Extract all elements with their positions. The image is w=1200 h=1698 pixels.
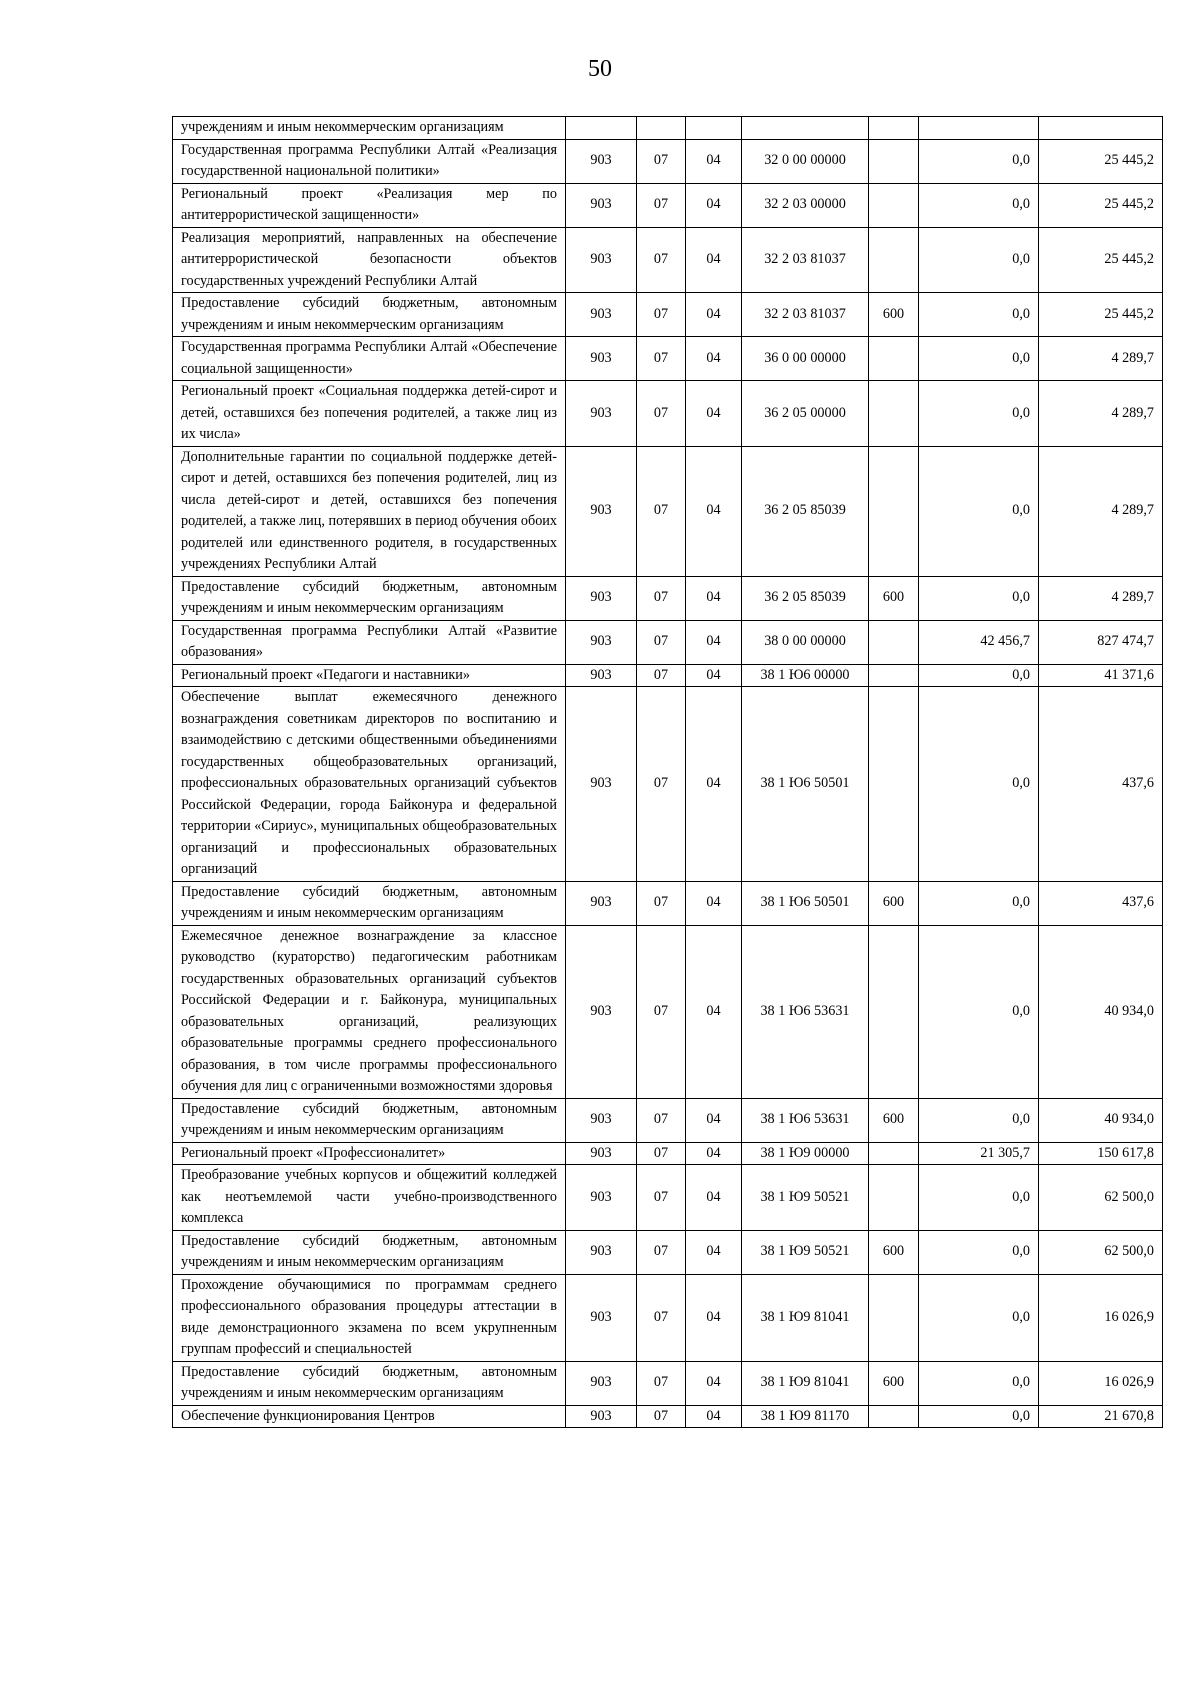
row-expense-type-cell [869,446,919,576]
row-name-cell: Государственная программа Республики Алтай «Реализация государственной национальной политики» [173,139,566,183]
row-name-cell: Ежемесячное денежное вознаграждение за классное руководство (кураторство) педагогическим работникам государственных образовательных организаций субъектов Российской Федерации и г. Байконура, муниципальных образовательных организаций, реализующих образовательные программы среднего профессионального образования, в том числе программы профессионального обучения для лиц с ограниченными возможностями здоровья [173,925,566,1098]
row-name-cell: Преобразование учебных корпусов и общежитий колледжей как неотъемлемой части учебно-производственного комплекса [173,1165,566,1231]
row-name-cell: учреждениям и иным некоммерческим организациям [173,117,566,140]
row-amount-2-cell: 62 500,0 [1039,1165,1163,1231]
row-subsection-cell: 04 [686,293,742,337]
row-name-cell: Предоставление субсидий бюджетным, автономным учреждениям и иным некоммерческим организациям [173,1098,566,1142]
row-target-article-cell: 36 0 00 00000 [742,337,869,381]
row-target-article-cell [742,117,869,140]
row-amount-1-cell: 42 456,7 [919,620,1039,664]
row-amount-1-cell: 0,0 [919,576,1039,620]
row-admin-code-cell: 903 [566,576,637,620]
row-section-cell: 07 [637,1361,686,1405]
row-admin-code-cell: 903 [566,446,637,576]
row-subsection-cell: 04 [686,381,742,447]
row-amount-2-cell: 4 289,7 [1039,381,1163,447]
row-section-cell: 07 [637,1274,686,1361]
table-row [173,1361,1163,1405]
row-name-cell: Региональный проект «Педагоги и наставники» [173,664,566,687]
row-amount-1-cell: 0,0 [919,881,1039,925]
row-name-cell: Дополнительные гарантии по социальной поддержке детей-сирот и детей, оставшихся без попечения родителей, лиц из числа детей-сирот и детей, оставшихся без попечения родителей, а также лиц, потерявших в период обучения обоих родителей или единственного родителя, в государственных учреждениях Республики Алтай [173,446,566,576]
row-target-article-cell: 36 2 05 00000 [742,381,869,447]
row-expense-type-cell [869,381,919,447]
row-amount-2-cell: 4 289,7 [1039,446,1163,576]
table-row [173,620,1163,664]
row-admin-code-cell: 903 [566,687,637,882]
row-section-cell: 07 [637,139,686,183]
row-amount-2-cell: 437,6 [1039,881,1163,925]
row-subsection-cell: 04 [686,1142,742,1165]
row-name-cell: Региональный проект «Профессионалитет» [173,1142,566,1165]
row-expense-type-cell: 600 [869,1230,919,1274]
row-subsection-cell: 04 [686,687,742,882]
row-section-cell: 07 [637,293,686,337]
row-target-article-cell: 38 1 Ю9 81170 [742,1405,869,1428]
row-name-cell: Региональный проект «Реализация мер по антитеррористической защищенности» [173,183,566,227]
row-name-cell: Предоставление субсидий бюджетным, автономным учреждениям и иным некоммерческим организациям [173,576,566,620]
row-amount-1-cell: 0,0 [919,227,1039,293]
row-target-article-cell: 36 2 05 85039 [742,576,869,620]
row-amount-2-cell [1039,117,1163,140]
row-amount-1-cell: 0,0 [919,381,1039,447]
budget-table [172,116,1163,1428]
row-amount-1-cell: 0,0 [919,664,1039,687]
row-name-cell: Предоставление субсидий бюджетным, автономным учреждениям и иным некоммерческим организациям [173,881,566,925]
table-row [173,337,1163,381]
page-number: 50 [588,56,612,82]
row-amount-2-cell: 16 026,9 [1039,1361,1163,1405]
row-admin-code-cell: 903 [566,1405,637,1428]
row-expense-type-cell [869,1142,919,1165]
row-target-article-cell: 32 2 03 00000 [742,183,869,227]
row-subsection-cell: 04 [686,337,742,381]
row-admin-code-cell [566,117,637,140]
row-target-article-cell: 38 1 Ю9 81041 [742,1361,869,1405]
row-amount-1-cell: 21 305,7 [919,1142,1039,1165]
row-name-cell: Государственная программа Республики Алтай «Развитие образования» [173,620,566,664]
table-row [173,293,1163,337]
row-subsection-cell: 04 [686,1165,742,1231]
row-name-cell: Предоставление субсидий бюджетным, автономным учреждениям и иным некоммерческим организациям [173,1230,566,1274]
row-admin-code-cell: 903 [566,337,637,381]
table-row [173,139,1163,183]
row-amount-2-cell: 827 474,7 [1039,620,1163,664]
row-amount-2-cell: 25 445,2 [1039,139,1163,183]
table-row [173,1405,1163,1428]
row-section-cell: 07 [637,1405,686,1428]
row-section-cell: 07 [637,576,686,620]
row-expense-type-cell [869,227,919,293]
row-name-cell: Предоставление субсидий бюджетным, автономным учреждениям и иным некоммерческим организациям [173,293,566,337]
table-row [173,183,1163,227]
row-section-cell: 07 [637,183,686,227]
row-target-article-cell: 38 1 Ю6 53631 [742,1098,869,1142]
row-admin-code-cell: 903 [566,139,637,183]
table-row [173,664,1163,687]
table-row [173,381,1163,447]
row-target-article-cell: 38 1 Ю9 81041 [742,1274,869,1361]
table-row [173,227,1163,293]
table-row [173,925,1163,1098]
table-row [173,1165,1163,1231]
row-section-cell: 07 [637,446,686,576]
row-amount-2-cell: 150 617,8 [1039,1142,1163,1165]
row-expense-type-cell: 600 [869,1361,919,1405]
row-amount-1-cell: 0,0 [919,139,1039,183]
row-name-cell: Региональный проект «Социальная поддержка детей-сирот и детей, оставшихся без попечения родителей, а также лиц из их числа» [173,381,566,447]
row-amount-1-cell: 0,0 [919,337,1039,381]
row-target-article-cell: 38 0 00 00000 [742,620,869,664]
row-amount-1-cell: 0,0 [919,1405,1039,1428]
row-section-cell: 07 [637,227,686,293]
row-amount-2-cell: 62 500,0 [1039,1230,1163,1274]
row-target-article-cell: 32 2 03 81037 [742,293,869,337]
row-amount-2-cell: 40 934,0 [1039,925,1163,1098]
row-amount-1-cell: 0,0 [919,1230,1039,1274]
row-admin-code-cell: 903 [566,925,637,1098]
row-amount-1-cell: 0,0 [919,446,1039,576]
row-section-cell [637,117,686,140]
row-admin-code-cell: 903 [566,227,637,293]
row-amount-2-cell: 40 934,0 [1039,1098,1163,1142]
table-row [173,881,1163,925]
row-expense-type-cell: 600 [869,881,919,925]
row-expense-type-cell [869,183,919,227]
row-expense-type-cell [869,1165,919,1231]
row-name-cell: Государственная программа Республики Алтай «Обеспечение социальной защищенности» [173,337,566,381]
row-expense-type-cell [869,664,919,687]
row-section-cell: 07 [637,687,686,882]
row-admin-code-cell: 903 [566,381,637,447]
row-name-cell: Предоставление субсидий бюджетным, автономным учреждениям и иным некоммерческим организациям [173,1361,566,1405]
row-subsection-cell: 04 [686,925,742,1098]
row-section-cell: 07 [637,620,686,664]
row-expense-type-cell [869,139,919,183]
table-row [173,576,1163,620]
row-admin-code-cell: 903 [566,1142,637,1165]
table-row [173,117,1163,140]
row-expense-type-cell: 600 [869,576,919,620]
row-expense-type-cell [869,925,919,1098]
row-subsection-cell: 04 [686,576,742,620]
table-row [173,1230,1163,1274]
row-section-cell: 07 [637,1142,686,1165]
row-target-article-cell: 36 2 05 85039 [742,446,869,576]
row-amount-1-cell: 0,0 [919,1098,1039,1142]
row-target-article-cell: 38 1 Ю9 50521 [742,1230,869,1274]
table-row [173,687,1163,882]
row-section-cell: 07 [637,925,686,1098]
row-name-cell: Обеспечение функционирования Центров [173,1405,566,1428]
row-name-cell: Обеспечение выплат ежемесячного денежного вознаграждения советникам директоров по воспитанию и взаимодействию с детскими общественными объединениями государственных общеобразовательных организаций, профессиональных образовательных организаций субъектов Российской Федерации, города Байконура и федеральной территории «Сириус», муниципальных общеобразовательных организаций и профессиональных образовательных организаций [173,687,566,882]
row-target-article-cell: 32 0 00 00000 [742,139,869,183]
row-admin-code-cell: 903 [566,1361,637,1405]
row-target-article-cell: 38 1 Ю6 00000 [742,664,869,687]
row-amount-2-cell: 16 026,9 [1039,1274,1163,1361]
row-subsection-cell: 04 [686,1361,742,1405]
row-subsection-cell: 04 [686,1274,742,1361]
row-amount-2-cell: 25 445,2 [1039,183,1163,227]
row-target-article-cell: 38 1 Ю6 53631 [742,925,869,1098]
row-amount-2-cell: 25 445,2 [1039,293,1163,337]
row-admin-code-cell: 903 [566,620,637,664]
row-expense-type-cell [869,620,919,664]
row-subsection-cell: 04 [686,1098,742,1142]
row-amount-2-cell: 4 289,7 [1039,337,1163,381]
row-name-cell: Реализация мероприятий, направленных на обеспечение антитеррористической безопасности объектов государственных учреждений Республики Алтай [173,227,566,293]
row-admin-code-cell: 903 [566,1230,637,1274]
row-amount-1-cell: 0,0 [919,1165,1039,1231]
row-section-cell: 07 [637,381,686,447]
row-section-cell: 07 [637,1230,686,1274]
row-amount-2-cell: 25 445,2 [1039,227,1163,293]
row-amount-1-cell: 0,0 [919,1361,1039,1405]
row-admin-code-cell: 903 [566,183,637,227]
row-subsection-cell: 04 [686,227,742,293]
row-amount-2-cell: 4 289,7 [1039,576,1163,620]
row-subsection-cell: 04 [686,139,742,183]
row-section-cell: 07 [637,881,686,925]
row-section-cell: 07 [637,1098,686,1142]
row-admin-code-cell: 903 [566,1165,637,1231]
row-expense-type-cell [869,687,919,882]
row-target-article-cell: 38 1 Ю6 50501 [742,881,869,925]
row-subsection-cell: 04 [686,620,742,664]
row-amount-1-cell: 0,0 [919,293,1039,337]
row-target-article-cell: 38 1 Ю6 50501 [742,687,869,882]
row-amount-2-cell: 21 670,8 [1039,1405,1163,1428]
table-row [173,1274,1163,1361]
table-row [173,1142,1163,1165]
table-row [173,446,1163,576]
row-amount-2-cell: 41 371,6 [1039,664,1163,687]
row-subsection-cell: 04 [686,1405,742,1428]
row-admin-code-cell: 903 [566,664,637,687]
row-admin-code-cell: 903 [566,1274,637,1361]
row-expense-type-cell: 600 [869,1098,919,1142]
row-target-article-cell: 38 1 Ю9 50521 [742,1165,869,1231]
row-name-cell: Прохождение обучающимися по программам среднего профессионального образования процедуры аттестации в виде демонстрационного экзамена по всем укрупненным группам профессий и специальностей [173,1274,566,1361]
row-admin-code-cell: 903 [566,293,637,337]
row-amount-1-cell: 0,0 [919,925,1039,1098]
row-section-cell: 07 [637,664,686,687]
row-amount-1-cell [919,117,1039,140]
row-amount-1-cell: 0,0 [919,687,1039,882]
row-expense-type-cell [869,117,919,140]
row-subsection-cell: 04 [686,881,742,925]
row-expense-type-cell: 600 [869,293,919,337]
row-expense-type-cell [869,1405,919,1428]
row-subsection-cell [686,117,742,140]
row-target-article-cell: 32 2 03 81037 [742,227,869,293]
row-target-article-cell: 38 1 Ю9 00000 [742,1142,869,1165]
row-amount-2-cell: 437,6 [1039,687,1163,882]
table-row [173,1098,1163,1142]
row-amount-1-cell: 0,0 [919,183,1039,227]
row-expense-type-cell [869,1274,919,1361]
row-admin-code-cell: 903 [566,881,637,925]
row-expense-type-cell [869,337,919,381]
row-subsection-cell: 04 [686,183,742,227]
row-admin-code-cell: 903 [566,1098,637,1142]
row-amount-1-cell: 0,0 [919,1274,1039,1361]
row-subsection-cell: 04 [686,446,742,576]
row-section-cell: 07 [637,337,686,381]
row-subsection-cell: 04 [686,1230,742,1274]
row-section-cell: 07 [637,1165,686,1231]
row-subsection-cell: 04 [686,664,742,687]
